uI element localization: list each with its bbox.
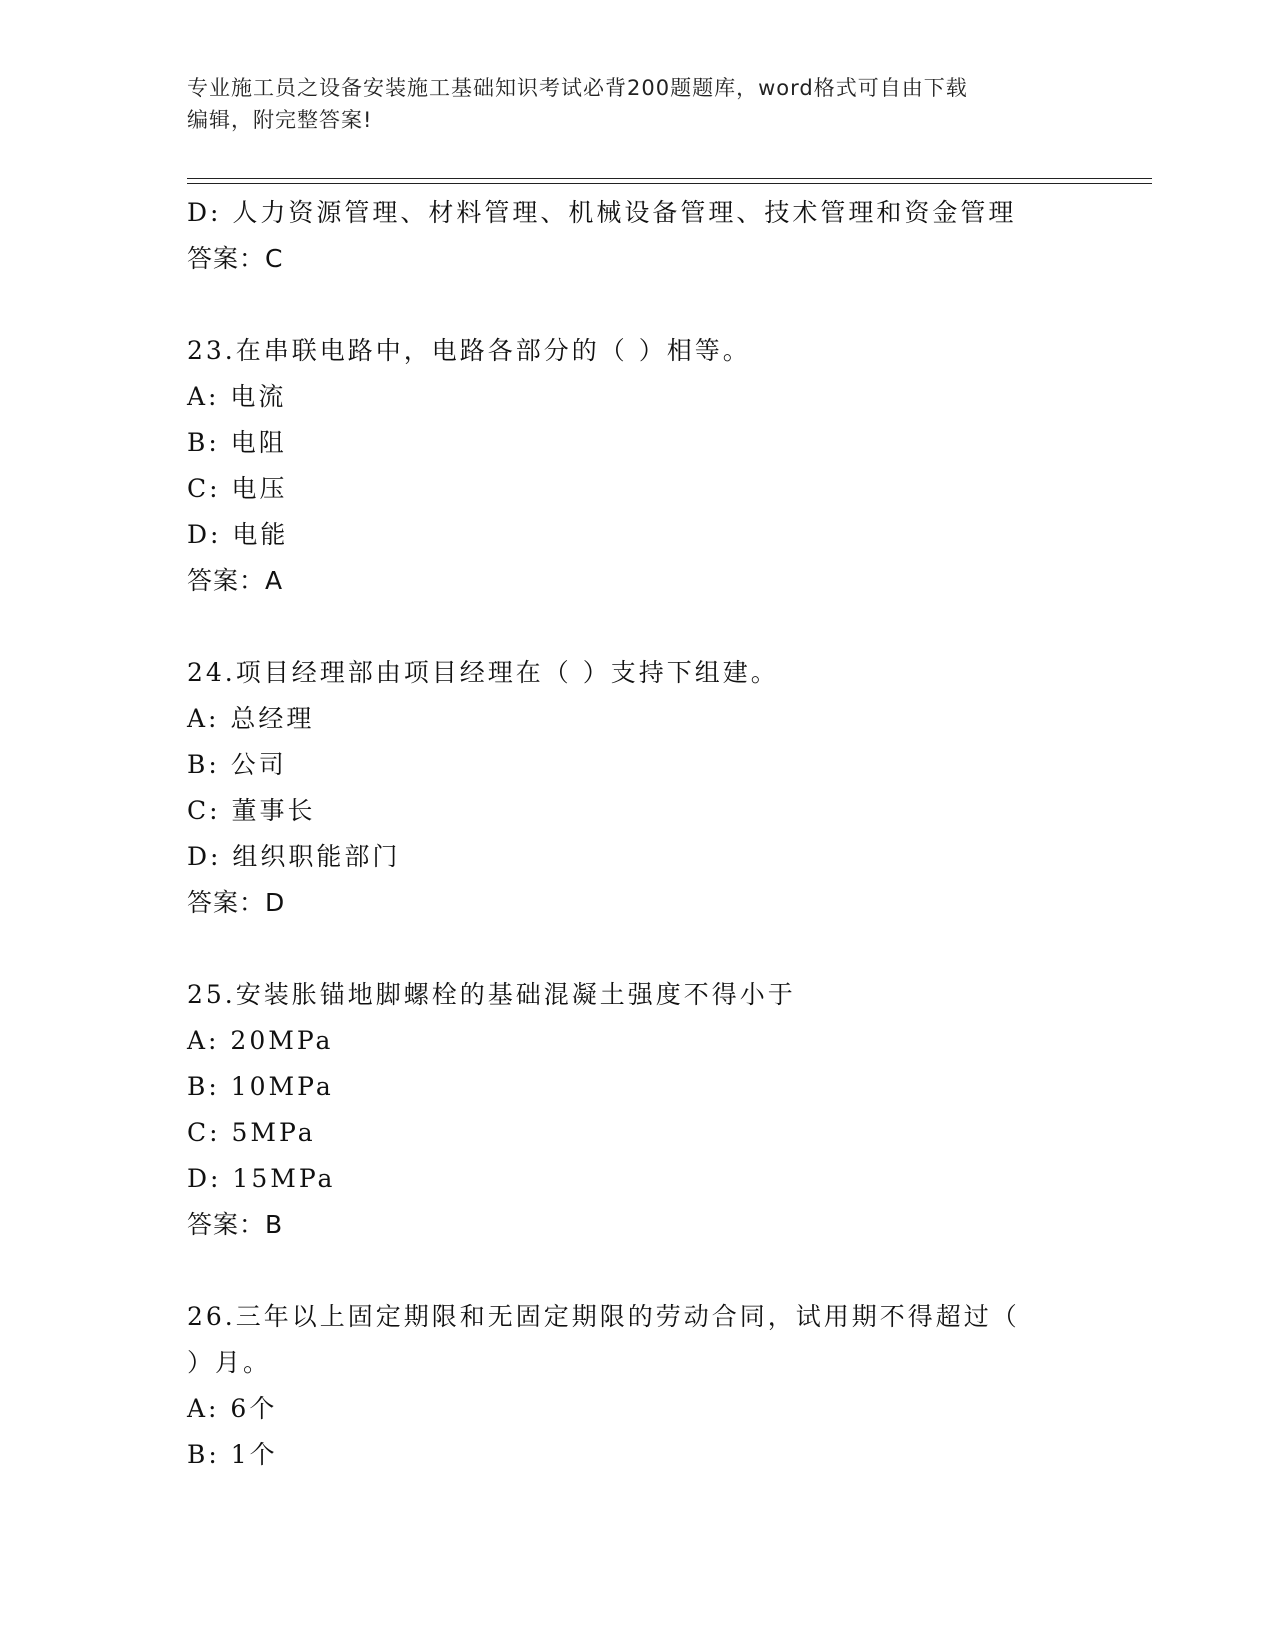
option-d: D: 电能 — [187, 520, 289, 549]
option-d: D: 组织职能部门 — [187, 842, 401, 871]
answer-line: 答案：B — [187, 1210, 284, 1239]
question-list — [187, 190, 1087, 1478]
document-header — [187, 72, 1087, 136]
option-a: A: 6个 — [187, 1394, 278, 1423]
answer-line: 答案：C — [187, 244, 284, 273]
option-c: C: 电压 — [187, 474, 288, 503]
option-b: B: 公司 — [187, 750, 287, 779]
option-a: A: 电流 — [187, 382, 287, 411]
option-b: B: 10MPa — [187, 1072, 334, 1101]
option-d: D: 人力资源管理、材料管理、机械设备管理、技术管理和资金管理 — [187, 198, 1017, 227]
question-24 — [187, 650, 1087, 926]
question-stem: 25.安装胀锚地脚螺栓的基础混凝土强度不得小于 — [187, 980, 796, 1009]
question-stem-line-1: 26.三年以上固定期限和无固定期限的劳动合同，试用期不得超过（ — [187, 1302, 1020, 1331]
question-stem: 24.项目经理部由项目经理在（ ）支持下组建。 — [187, 658, 779, 687]
answer-line: 答案：A — [187, 566, 284, 595]
header-title-line-2: 编辑，附完整答案! — [187, 108, 373, 132]
option-d: D: 15MPa — [187, 1164, 336, 1193]
question-26 — [187, 1294, 1087, 1478]
option-a: A: 20MPa — [187, 1026, 334, 1055]
option-b: B: 1个 — [187, 1440, 278, 1469]
answer-line: 答案：D — [187, 888, 286, 917]
header-title-line-1: 专业施工员之设备安装施工基础知识考试必背200题题库，word格式可自由下载 — [187, 76, 968, 100]
option-c: C: 5MPa — [187, 1118, 316, 1147]
option-a: A: 总经理 — [187, 704, 315, 733]
question-25 — [187, 972, 1087, 1248]
question-stem-line-2: ）月。 — [187, 1348, 272, 1377]
question-23 — [187, 328, 1087, 604]
header-divider-bottom — [187, 183, 1152, 184]
header-divider-top — [187, 178, 1152, 179]
option-c: C: 董事长 — [187, 796, 316, 825]
option-b: B: 电阻 — [187, 428, 287, 457]
question-stem: 23.在串联电路中，电路各部分的（ ）相等。 — [187, 336, 751, 365]
previous-question-tail — [187, 190, 1087, 282]
